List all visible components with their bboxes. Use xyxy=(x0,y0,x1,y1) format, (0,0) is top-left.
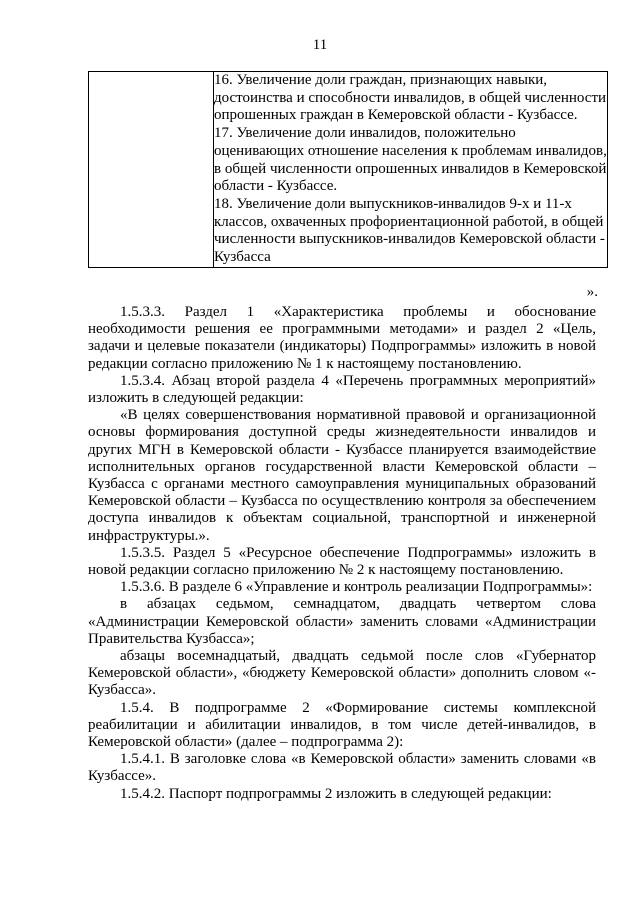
page-number: 11 xyxy=(312,37,328,53)
table-cell-label xyxy=(89,72,214,268)
passport-table-fragment xyxy=(88,71,608,268)
paragraph: 1.5.4. В подпрограмме 2 «Формирование системы комплексной реабилитации и абилитации инвалидов, в том числе детей-инвалидов, в Кемеровской области» (далее – подпрограмма 2): xyxy=(88,699,596,751)
closing-quote: ». xyxy=(586,284,598,300)
paragraph: 1.5.3.5. Раздел 5 «Ресурсное обеспечение Подпрограммы» изложить в новой редакции согласно приложению № 2 к настоящему постановлению. xyxy=(88,544,596,579)
table-row xyxy=(89,72,608,268)
paragraph: «В целях совершенствования нормативной правовой и организационной основы формирования доступной среды жизнедеятельности инвалидов и других МГН в Кемеровской области - Кузбассе планируется взаимодействие исполнительных органов государственной власти Кемеровской области – Кузбасса с органами местного самоуправления муниципальных образований Кемеровской области – Кузбасса по осуществлению контроля за обеспечением доступа инвалидов к объектам социальной, транспортной и инженерной инфраструктуры.». xyxy=(88,407,596,544)
indicator-item: 18. Увеличение доли выпускников-инвалидов 9-х и 11-х классов, охваченных профориентационной работой, в общей численности выпускников-инвалидов Кемеровской области - Кузбасса xyxy=(214,195,605,266)
indicator-item: 16. Увеличение доли граждан, признающих навыки, достоинства и способности инвалидов, в общей численности опрошенных граждан в Кемеровской области - Кузбассе. xyxy=(214,72,607,124)
paragraph: 1.5.3.4. Абзац второй раздела 4 «Перечень программных мероприятий» изложить в следующей редакции: xyxy=(88,372,596,407)
paragraph: в абзацах седьмом, семнадцатом, двадцать четвертом слова «Администрации Кемеровской области» заменить словами «Администрации Правительства Кузбасса»; xyxy=(88,596,596,647)
paragraph: 1.5.4.1. В заголовке слова «в Кемеровской области» заменить словами «в Кузбассе». xyxy=(88,751,596,785)
paragraph: 1.5.3.3. Раздел 1 «Характеристика проблемы и обоснование необходимости решения ее программными методами» и раздел 2 «Цель, задачи и целевые показатели (индикаторы) Подпрограммы» изложить в новой редакции согласно приложению № 1 к настоящему постановлению. xyxy=(88,304,596,372)
paragraph: 1.5.4.2. Паспорт подпрограммы 2 изложить в следующей редакции: xyxy=(120,785,552,802)
paragraph: абзацы восемнадцатый, двадцать седьмой после слов «Губернатор Кемеровской области», «бюджету Кемеровской области» дополнить словом «- Кузбасса». xyxy=(88,648,596,699)
paragraph: 1.5.3.6. В разделе 6 «Управление и контроль реализации Подпрограммы»: xyxy=(120,579,593,596)
document-body xyxy=(88,304,596,803)
indicator-item: 17. Увеличение доли инвалидов, положительно оценивающих отношение населения к проблемам инвалидов, в общей численности опрошенных инвалидов в Кемеровской области - Кузбассе. xyxy=(214,125,607,195)
table-cell-indicators xyxy=(214,72,608,268)
